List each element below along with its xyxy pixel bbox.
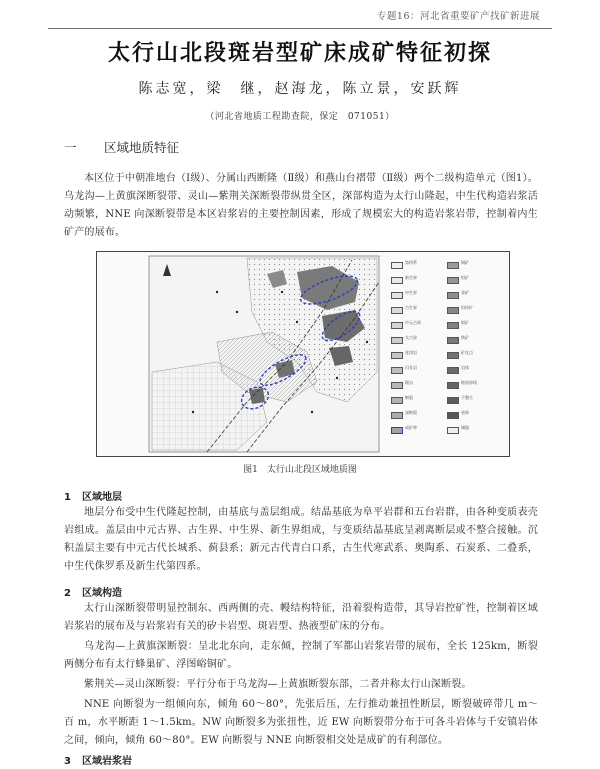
- figure-caption: 图1 太行山北段区域地质图: [243, 465, 357, 475]
- legend-label: 省界: [461, 410, 469, 415]
- section-title: 区域地质特征: [104, 140, 180, 155]
- legend-label: 花岗岩: [405, 350, 417, 355]
- legend-swatch: [447, 277, 459, 284]
- legend-label: 古生界: [405, 305, 417, 310]
- legend-swatch: [447, 367, 459, 374]
- legend-swatch: [447, 337, 459, 344]
- legend-label: 岩体: [461, 365, 469, 370]
- legend-label: 银矿: [461, 320, 469, 325]
- affiliation: （河北省地质工程勘查院，保定 071051）: [205, 112, 395, 122]
- subsection-heading: [64, 488, 122, 503]
- legend-label: 中生界: [405, 290, 417, 295]
- map-legend: [391, 256, 503, 452]
- legend-swatch: [391, 292, 403, 299]
- legend-swatch: [447, 307, 459, 314]
- strata-paragraph: 地层分布受中生代隆起控制，由基底与盖层组成。结晶基底为阜平岩群和五台岩群，由各种变质表壳岩组成。盖层由中元古界、古生界、中生界、新生界组成，与变质结晶基底呈剥离断层或不整合接触。沉积盖层主要有中元古代长城系、蓟县系；新元古代青白口系，古生代寒武系、奥陶系、石炭系、二叠系，中生代侏罗系及新生代第四系。: [64, 507, 538, 572]
- legend-label: 钼矿: [461, 275, 469, 280]
- legend-swatch: [447, 397, 459, 404]
- legend-label: 成矿带: [405, 425, 417, 430]
- subsection-number: 3: [64, 756, 71, 767]
- subsection-title: 区域地层: [82, 492, 122, 503]
- subsection-heading: [64, 584, 122, 599]
- structure-paragraph: 乌龙沟—上黄旗深断裂：呈北北东向，走东倾，控制了军都山岩浆岩带的展布，全长 125km，断裂两侧分布有太行蜂巢矿、浮图峪铜矿。: [64, 641, 538, 670]
- legend-label: 新生界: [405, 275, 417, 280]
- legend-swatch: [447, 352, 459, 359]
- legend-swatch: [391, 322, 403, 329]
- legend-swatch: [391, 277, 403, 284]
- structure-paragraph: 太行山深断裂带明显控制东、西两侧的壳、幔结构特征，沿着裂构造带，其导岩控矿性，控制着区域岩浆岩的展布及与岩浆岩有关的矽卡岩型、斑岩型、热液型矿床的分布。: [64, 603, 538, 632]
- section-heading: [64, 138, 179, 156]
- structure-paragraph: NNE 向断裂为一组倾向东，倾角 60～80°，先张后压，左行推动兼扭性断层，断裂破碎带几 m～百 m，水平断距 1～1.5km。NW 向断裂多为张扭性，近 EW 向断裂带分布于可各斗岩体与千安镇岩体之间，倾向，倾角 60～80°。EW 向断裂与 NNE 向断裂相交处是成矿的有利部位。: [64, 699, 538, 746]
- legend-label: 矿化点: [461, 350, 473, 355]
- section-number: 一: [64, 140, 77, 155]
- legend-swatch: [391, 337, 403, 344]
- legend-label: 断裂: [405, 395, 413, 400]
- legend-swatch: [391, 412, 403, 419]
- subsection-title: 区域岩浆岩: [82, 756, 132, 767]
- legend-swatch: [391, 427, 403, 434]
- legend-swatch: [447, 382, 459, 389]
- geologic-map-figure: [96, 251, 510, 457]
- header-rule: [48, 28, 552, 29]
- legend-label: 铜矿: [461, 260, 469, 265]
- legend-swatch: [391, 262, 403, 269]
- legend-swatch: [391, 367, 403, 374]
- legend-label: 深断裂: [405, 410, 417, 415]
- legend-label: 第四系: [405, 260, 417, 265]
- legend-label: 闪长岩: [405, 365, 417, 370]
- legend-label: 城镇: [461, 425, 469, 430]
- subsection-number: 2: [64, 588, 71, 599]
- subsection-number: 1: [64, 492, 71, 503]
- intro-paragraph: 本区位于中朝准地台（Ⅰ级）、分属山西断隆（Ⅱ级）和燕山台褶带（Ⅱ级）两个二级构造单元（图1）。乌龙沟—上黄旗深断裂带、灵山—紫荆关深断裂带纵贯全区，深部构造为太行山隆起，中生代构造岩浆活动频繁，NNE 向深断裂带是本区岩浆岩的主要控制因素，形成了规模宏大的构造岩浆岩带，控制着内生矿产的展布。: [64, 173, 538, 238]
- structure-paragraph: 紫荆关—灵山深断裂：平行分布于乌龙沟—上黄旗断裂东部，二者并称太行山深断裂。: [84, 679, 472, 690]
- subsection-title: 区域构造: [82, 588, 122, 599]
- legend-swatch: [391, 307, 403, 314]
- legend-swatch: [447, 322, 459, 329]
- legend-label: 中元古界: [405, 320, 421, 325]
- legend-label: 金矿: [461, 290, 469, 295]
- legend-label: 铅锌矿: [461, 305, 473, 310]
- legend-label: 地质界线: [461, 380, 477, 385]
- legend-label: 太古界: [405, 335, 417, 340]
- legend-label: 不整合: [461, 395, 473, 400]
- legend-swatch: [447, 262, 459, 269]
- subsection-heading: [64, 752, 132, 767]
- legend-swatch: [447, 412, 459, 419]
- legend-swatch: [391, 397, 403, 404]
- legend-swatch: [391, 382, 403, 389]
- legend-swatch: [391, 352, 403, 359]
- legend-label: 铁矿: [461, 335, 469, 340]
- author-list: 陈志宽，梁 继，赵海龙，陈立景，安跃辉: [138, 81, 462, 97]
- legend-swatch: [447, 427, 459, 434]
- legend-label: 斑岩: [405, 380, 413, 385]
- legend-swatch: [447, 292, 459, 299]
- running-header: 专题16：河北省重要矿产找矿新进展: [376, 11, 540, 22]
- paper-title: 太行山北段斑岩型矿床成矿特征初探: [107, 41, 492, 66]
